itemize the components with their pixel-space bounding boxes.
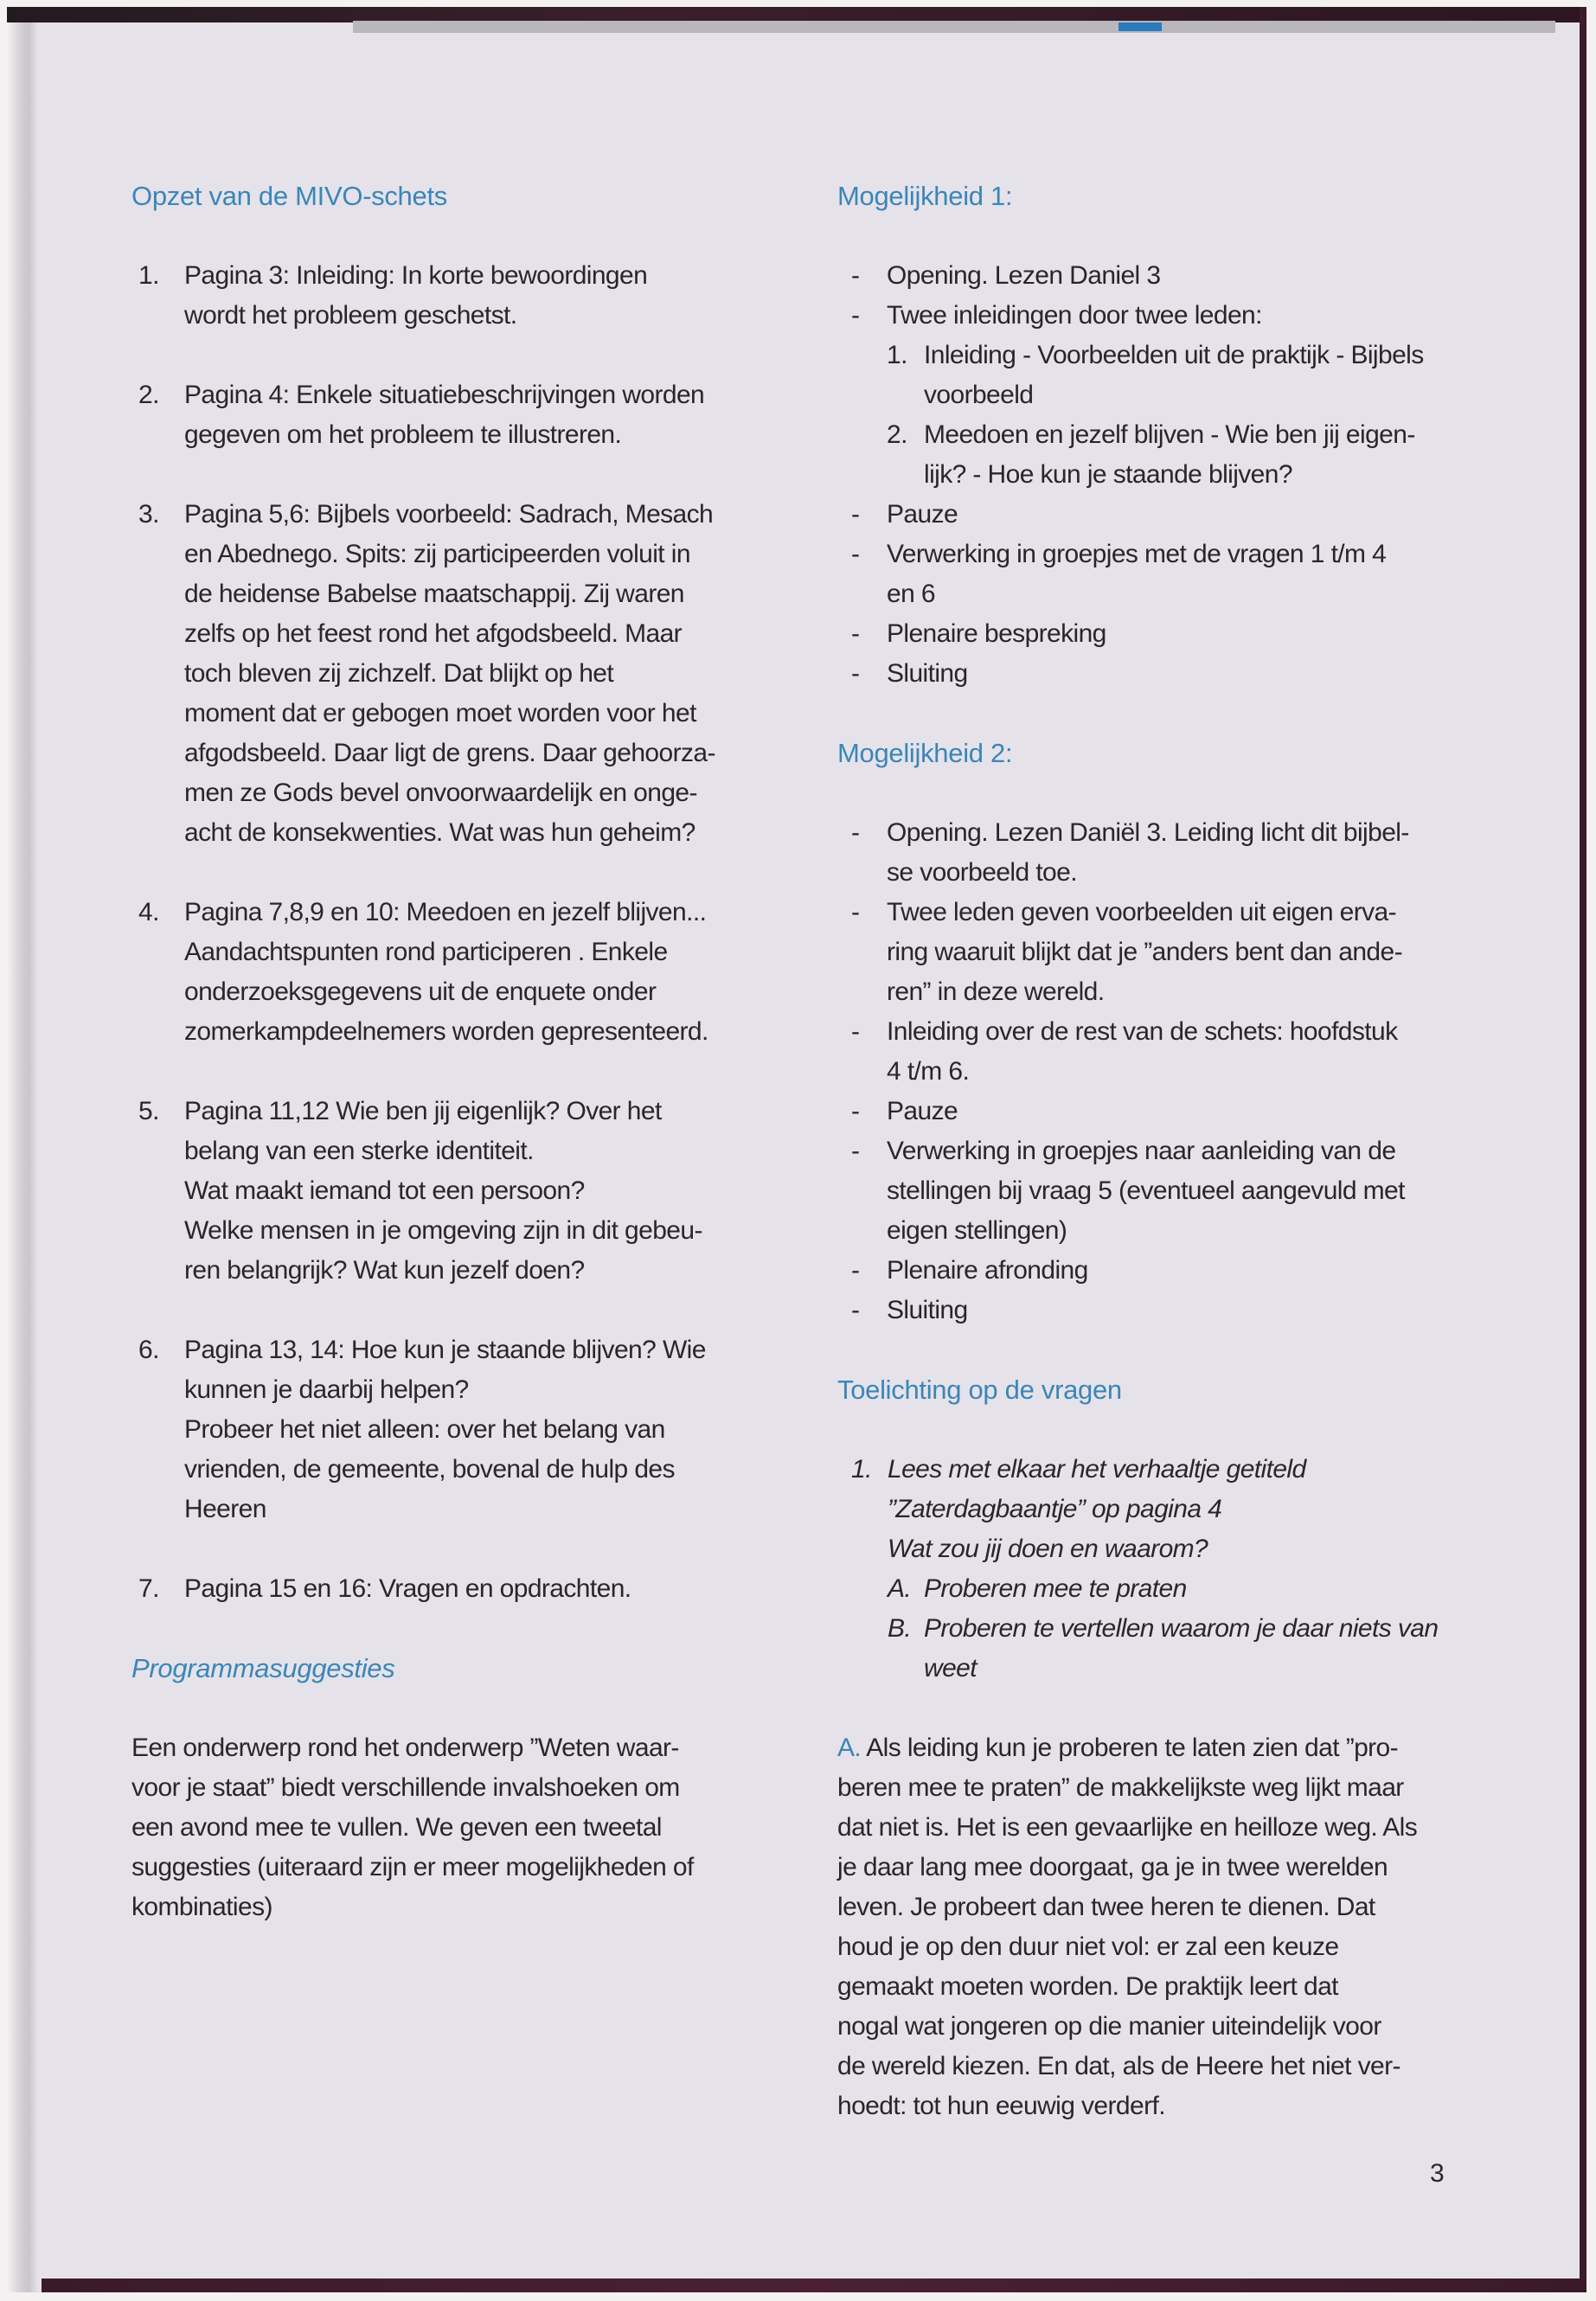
text-line: Verwerking in groepjes naar aanleiding van de xyxy=(887,1137,1396,1165)
spacer xyxy=(131,853,772,893)
bullet-dash: - xyxy=(851,1017,860,1046)
text-line: Plenaire afronding xyxy=(887,1256,1088,1285)
text-line: Inleiding - Voorbeelden uit de praktijk - Bijbels xyxy=(924,341,1424,369)
text-line: Pagina 11,12 Wie ben jij eigenlijk? Over het xyxy=(184,1097,662,1125)
bullet-dash: - xyxy=(851,659,860,688)
text-line: Opening. Lezen Daniël 3. Leiding licht dit bijbel- xyxy=(887,818,1409,847)
text-line: Proberen te vertellen waarom je daar niets van xyxy=(924,1614,1439,1643)
program-step xyxy=(837,296,1495,336)
text-line: afgodsbeeld. Daar ligt de grens. Daar gehoorza- xyxy=(184,739,715,767)
right-column xyxy=(837,176,1495,2126)
text-line: vrienden, de gemeente, bovenal de hulp des xyxy=(184,1455,675,1484)
answer-option xyxy=(837,1609,1495,1689)
option-label: B. xyxy=(888,1614,912,1643)
left-column xyxy=(131,176,772,1927)
text-line: men ze Gods bevel onvoorwaardelijk en onge- xyxy=(184,779,697,807)
text-line: onderzoeksgegevens uit de enquete onder xyxy=(184,977,657,1006)
item-number: 2. xyxy=(138,381,159,409)
text-line: Pauze xyxy=(887,500,958,529)
program-step xyxy=(837,1251,1495,1291)
text-line: Pagina 7,8,9 en 10: Meedoen en jezelf blijven... xyxy=(184,898,707,926)
text-line: stellingen bij vraag 5 (eventueel aangevuld met xyxy=(887,1176,1405,1205)
text-line: acht de konsekwenties. Wat was hun geheim? xyxy=(184,818,695,847)
spacer xyxy=(131,1052,772,1092)
text-line: Plenaire bespreking xyxy=(887,619,1106,648)
option-label: A. xyxy=(888,1574,912,1603)
text-line: leven. Je probeert dan twee heren te dienen. Dat xyxy=(837,1893,1375,1921)
text-line: 4 t/m 6. xyxy=(887,1057,970,1086)
outline-item xyxy=(131,1092,772,1291)
text-line: Meedoen en jezelf blijven - Wie ben jij eigen- xyxy=(924,420,1415,449)
text-line: ren” in deze wereld. xyxy=(887,977,1105,1006)
text-line: Pauze xyxy=(887,1097,958,1125)
text-line: toch bleven zij zichzelf. Dat blijkt op het xyxy=(184,659,614,688)
text-line: moment dat er gebogen moet worden voor het xyxy=(184,699,696,727)
question-number: 1. xyxy=(851,1455,872,1484)
top-inner-band xyxy=(353,21,1555,33)
bullet-dash: - xyxy=(851,1097,860,1125)
text-line: Pagina 4: Enkele situatiebeschrijvingen worden xyxy=(184,381,705,409)
right-border-bar xyxy=(1580,7,1586,2292)
top-accent-mark xyxy=(1118,22,1162,31)
text-line: Inleiding over de rest van de schets: hoofdstuk xyxy=(887,1017,1398,1046)
text-line: Pagina 3: Inleiding: In korte bewoordingen xyxy=(184,261,648,290)
text-line: voorbeeld xyxy=(924,381,1034,409)
program-step xyxy=(837,1012,1495,1092)
text-line: kunnen je daarbij helpen? xyxy=(184,1375,469,1404)
bullet-dash: - xyxy=(851,898,860,926)
text-line: houd je op den duur niet vol: er zal een keuze xyxy=(837,1932,1339,1961)
bullet-dash: - xyxy=(851,1137,860,1165)
item-number: 4. xyxy=(138,898,159,926)
spacer xyxy=(131,336,772,375)
text-line: Pagina 5,6: Bijbels voorbeeld: Sadrach, Mesach xyxy=(184,500,714,529)
bullet-dash: - xyxy=(851,261,860,290)
text-line: dat niet is. Het is een gevaarlijke en heilloze weg. Als xyxy=(837,1813,1418,1842)
text-line: suggesties (uiteraard zijn er meer mogelijkheden of xyxy=(131,1853,694,1881)
outline-item xyxy=(131,375,772,455)
binding-spine xyxy=(7,22,38,2292)
item-number: 6. xyxy=(138,1336,159,1364)
section-heading-mogelijkheid-1: Mogelijkheid 1: xyxy=(837,181,1013,211)
text-line: de wereld kiezen. En dat, als de Heere het niet ver- xyxy=(837,2052,1401,2080)
bullet-dash: - xyxy=(851,301,860,330)
text-line: Proberen mee te praten xyxy=(924,1574,1187,1603)
text-line: ”Zaterdagbaantje” op pagina 4 xyxy=(888,1495,1222,1523)
text-line xyxy=(837,1728,1495,1768)
text-line: Wat zou jij doen en waarom? xyxy=(888,1535,1208,1563)
answer-text: Als leiding kun je proberen te laten zien dat ”pro- xyxy=(866,1734,1399,1762)
text-line: voor je staat” biedt verschillende invalshoeken om xyxy=(131,1773,680,1802)
program-step xyxy=(837,614,1495,654)
answer-label: A. xyxy=(837,1734,862,1762)
outline-list xyxy=(131,256,772,1609)
outline-item xyxy=(131,495,772,853)
program-substep xyxy=(837,336,1495,415)
program-step xyxy=(837,535,1495,614)
bullet-dash: - xyxy=(851,1296,860,1324)
text-line: Twee leden geven voorbeelden uit eigen erva- xyxy=(887,898,1397,926)
program-substep xyxy=(837,415,1495,495)
text-line: hoedt: tot hun eeuwig verderf. xyxy=(837,2092,1165,2120)
intro-paragraph xyxy=(131,1728,772,1927)
program-step xyxy=(837,654,1495,694)
spacer xyxy=(131,455,772,495)
option-1-list xyxy=(837,256,1495,694)
bullet-dash: - xyxy=(851,619,860,648)
text-line: kombinaties) xyxy=(131,1893,272,1921)
item-number: 7. xyxy=(138,1574,159,1603)
text-line: Probeer het niet alleen: over het belang van xyxy=(184,1415,665,1444)
spacer xyxy=(131,1291,772,1330)
outline-item xyxy=(131,1330,772,1529)
item-number: 3. xyxy=(138,500,159,529)
text-line: Pagina 13, 14: Hoe kun je staande blijven? Wie xyxy=(184,1336,706,1364)
text-line: Sluiting xyxy=(887,1296,968,1324)
item-number: 5. xyxy=(138,1097,159,1125)
outline-item xyxy=(131,893,772,1052)
section-heading-toelichting: Toelichting op de vragen xyxy=(837,1375,1122,1405)
outline-item xyxy=(131,1569,772,1609)
text-line: gegeven om het probleem te illustreren. xyxy=(184,420,622,449)
bullet-dash: - xyxy=(851,540,860,568)
section-heading-mogelijkheid-2: Mogelijkheid 2: xyxy=(837,738,1013,768)
text-line: weet xyxy=(924,1654,977,1682)
text-line: de heidense Babelse maatschappij. Zij waren xyxy=(184,580,684,608)
section-heading-programmasuggesties: Programmasuggesties xyxy=(131,1653,395,1683)
text-line: belang van een sterke identiteit. xyxy=(184,1137,534,1165)
text-line: se voorbeeld toe. xyxy=(887,858,1077,887)
substep-number: 1. xyxy=(887,341,907,369)
bullet-dash: - xyxy=(851,1256,860,1285)
text-line: Wat maakt iemand tot een persoon? xyxy=(184,1176,585,1205)
text-line: zomerkampdeelnemers worden gepresenteerd. xyxy=(184,1017,708,1046)
text-line: Aandachtspunten rond participeren . Enkele xyxy=(184,938,668,966)
outline-item xyxy=(131,256,772,336)
item-number: 1. xyxy=(138,261,159,290)
question-block xyxy=(837,1450,1495,1689)
program-step xyxy=(837,813,1495,893)
section-heading-opzet: Opzet van de MIVO-schets xyxy=(131,181,447,211)
bottom-border-bar xyxy=(42,2279,1586,2292)
program-step xyxy=(837,495,1495,535)
program-step xyxy=(837,893,1495,1012)
substep-number: 2. xyxy=(887,420,907,449)
text-line: gemaakt moeten worden. De praktijk leert dat xyxy=(837,1972,1338,2001)
text-line: beren mee te praten” de makkelijkste weg lijkt maar xyxy=(837,1773,1404,1802)
text-line: Een onderwerp rond het onderwerp ”Weten waar- xyxy=(131,1734,679,1762)
text-line: ring waaruit blijkt dat je ”anders bent dan ande- xyxy=(887,938,1402,966)
answer-paragraph xyxy=(837,1728,1495,2126)
text-line: Pagina 15 en 16: Vragen en opdrachten. xyxy=(184,1574,631,1603)
answer-option xyxy=(837,1569,1495,1609)
text-line: en 6 xyxy=(887,580,935,608)
text-line: ren belangrijk? Wat kun jezelf doen? xyxy=(184,1256,585,1285)
text-line: zelfs op het feest rond het afgodsbeeld. Maar xyxy=(184,619,683,648)
text-line: Verwerking in groepjes met de vragen 1 t/m 4 xyxy=(887,540,1387,568)
text-line: Opening. Lezen Daniel 3 xyxy=(887,261,1161,290)
text-line: lijk? - Hoe kun je staande blijven? xyxy=(924,460,1292,489)
text-line: je daar lang mee doorgaat, ga je in twee werelden xyxy=(837,1853,1388,1881)
option-2-list xyxy=(837,813,1495,1330)
program-step xyxy=(837,1092,1495,1131)
text-line: Twee inleidingen door twee leden: xyxy=(887,301,1262,330)
spacer xyxy=(131,1529,772,1569)
document-page xyxy=(7,7,1586,2292)
text-line: en Abednego. Spits: zij participeerden voluit in xyxy=(184,540,690,568)
page-number: 3 xyxy=(1430,2159,1445,2188)
text-line: eigen stellingen) xyxy=(887,1216,1067,1245)
bullet-dash: - xyxy=(851,818,860,847)
bullet-dash: - xyxy=(851,500,860,529)
program-step xyxy=(837,256,1495,296)
text-line: Welke mensen in je omgeving zijn in dit gebeu- xyxy=(184,1216,702,1245)
text-line: Heeren xyxy=(184,1495,266,1523)
text-line: nogal wat jongeren op die manier uiteindelijk voor xyxy=(837,2012,1381,2041)
text-line: een avond mee te vullen. We geven een tweetal xyxy=(131,1813,662,1842)
text-line: Lees met elkaar het verhaaltje getiteld xyxy=(888,1455,1306,1484)
text-line: wordt het probleem geschetst. xyxy=(184,301,517,330)
question-item xyxy=(837,1450,1495,1569)
text-line: Sluiting xyxy=(887,659,968,688)
program-step xyxy=(837,1291,1495,1330)
program-step xyxy=(837,1131,1495,1251)
